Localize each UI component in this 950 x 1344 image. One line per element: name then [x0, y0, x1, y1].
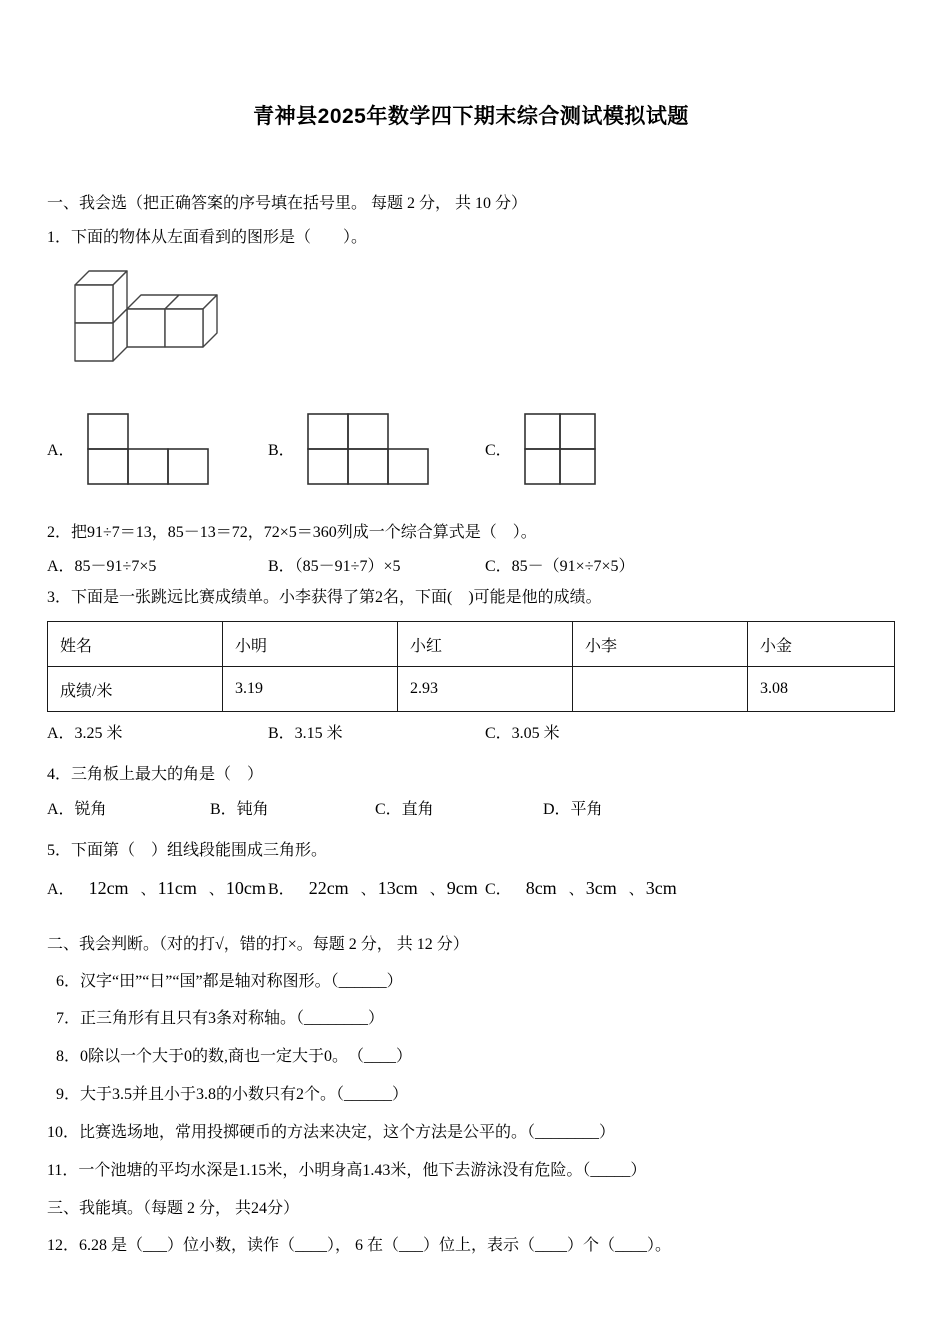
q5-group-a-label: A．	[47, 880, 75, 898]
q5-group-b-label: B．	[268, 880, 295, 898]
question-12: 12．6.28 是（___）位小数，读作（____）， 6 在（___）位上，表示（____）个（____）。	[47, 1237, 672, 1255]
q3-option-c: C．3.05 米	[485, 725, 560, 743]
section1-header: 一、我会选（把正确答案的序号填在括号里。 每题 2 分， 共 10 分）	[47, 195, 528, 212]
question-5: 5．下面第（ ）组线段能围成三角形。	[47, 841, 328, 859]
q1-option-b	[268, 413, 485, 485]
q1-option-c	[485, 413, 596, 485]
q1-options-row	[47, 413, 895, 485]
q2-option-a: A．85－91÷7×5	[47, 558, 157, 576]
q3-options-row	[47, 720, 895, 743]
list-separator: 、	[429, 881, 445, 898]
question-8: 8．0除以一个大于0的数,商也一定大于0。 （____）	[56, 1048, 413, 1066]
q5-b-value-2: 13cm	[377, 877, 418, 898]
list-separator: 、	[568, 881, 584, 898]
q5-a-value-2: 11cm	[157, 877, 197, 898]
q3-option-a: A．3.25 米	[47, 725, 123, 743]
option-a-shape	[87, 413, 209, 485]
isometric-cubes-figure	[65, 263, 225, 367]
q1-option-a-label: A．	[47, 442, 75, 460]
q4-option-c: C．直角	[375, 800, 434, 818]
q5-b-value-1: 22cm	[308, 877, 349, 898]
question-4: 4．三角板上最大的角是（ ）	[47, 766, 264, 784]
list-separator: 、	[208, 881, 224, 898]
q2-options-row	[47, 553, 895, 576]
question-10: 10．比赛选场地，常用投掷硬币的方法来决定，这个方法是公平的。（________）	[47, 1123, 616, 1141]
table-header-row	[48, 622, 895, 667]
table-cell-xiaoming: 小明	[223, 622, 398, 667]
q5-group-b	[268, 876, 485, 899]
q1-solid-figure	[65, 263, 895, 367]
question-7: 7．正三角形有且只有3条对称轴。（________）	[56, 1010, 385, 1028]
question-6: 6．汉字“田”“日”“国”都是轴对称图形。（______）	[56, 972, 403, 990]
q4-options-row	[47, 796, 895, 819]
q5-c-value-3: 3cm	[645, 877, 677, 898]
q5-group-a	[47, 876, 268, 899]
table-score-row	[48, 667, 895, 712]
table-cell-score-4: 3.08	[748, 667, 895, 712]
question-2: 2．把91÷7＝13，85－13＝72，72×5＝360列成一个综合算式是（ ）。	[47, 523, 537, 541]
option-c-shape	[524, 413, 596, 485]
section2-header: 二、我会判断。（对的打√，错的打×。每题 2 分， 共 12 分）	[47, 935, 469, 953]
table-cell-xiaoli: 小李	[573, 622, 748, 667]
q5-b-value-3: 9cm	[446, 877, 478, 898]
question-11: 11．一个池塘的平均水深是1.15米，小明身高1.43米，他下去游泳没有危险。（_____）	[47, 1161, 647, 1179]
table-cell-score-label: 成绩/米	[48, 667, 223, 712]
q2-option-c: C．85－（91×÷7×5）	[485, 558, 635, 576]
q1-option-a	[47, 413, 268, 485]
q5-c-value-2: 3cm	[585, 877, 617, 898]
table-cell-score-2: 2.93	[398, 667, 573, 712]
q5-options-row	[47, 876, 895, 899]
q5-c-value-1: 8cm	[525, 877, 557, 898]
q4-option-a: A．锐角	[47, 800, 107, 818]
table-cell-xiaojin: 小金	[748, 622, 895, 667]
page-title: 青神县2025年数学四下期末综合测试模拟试题	[253, 105, 689, 128]
table-cell-xiaohong: 小红	[398, 622, 573, 667]
q3-score-table	[47, 621, 895, 712]
question-9: 9．大于3.5并且小于3.8的小数只有2个。（______）	[56, 1085, 409, 1103]
q5-group-c	[485, 876, 677, 899]
list-separator: 、	[360, 881, 376, 898]
q3-option-b: B．3.15 米	[268, 725, 343, 743]
table-cell-name-label: 姓名	[48, 622, 223, 667]
q5-a-value-3: 10cm	[225, 877, 266, 898]
table-cell-score-1: 3.19	[223, 667, 398, 712]
question-1: 1．下面的物体从左面看到的图形是（ ）。	[47, 228, 368, 246]
option-b-shape	[307, 413, 429, 485]
list-separator: 、	[140, 881, 156, 898]
table-cell-score-3	[573, 667, 748, 712]
question-3: 3．下面是一张跳远比赛成绩单。小李获得了第2名，下面( )可能是他的成绩。	[47, 589, 602, 607]
q5-a-value-1: 12cm	[88, 877, 129, 898]
q4-option-b: B．钝角	[210, 800, 269, 818]
q2-option-b: B．（85－91÷7）×5	[268, 558, 401, 576]
list-separator: 、	[628, 881, 644, 898]
q5-group-c-label: C．	[485, 880, 512, 898]
q1-option-b-label: B．	[268, 442, 295, 460]
section3-header: 三、我能填。（每题 2 分， 共24分）	[47, 1200, 300, 1218]
q1-option-c-label: C．	[485, 442, 512, 460]
q4-option-d: D．平角	[543, 800, 603, 818]
